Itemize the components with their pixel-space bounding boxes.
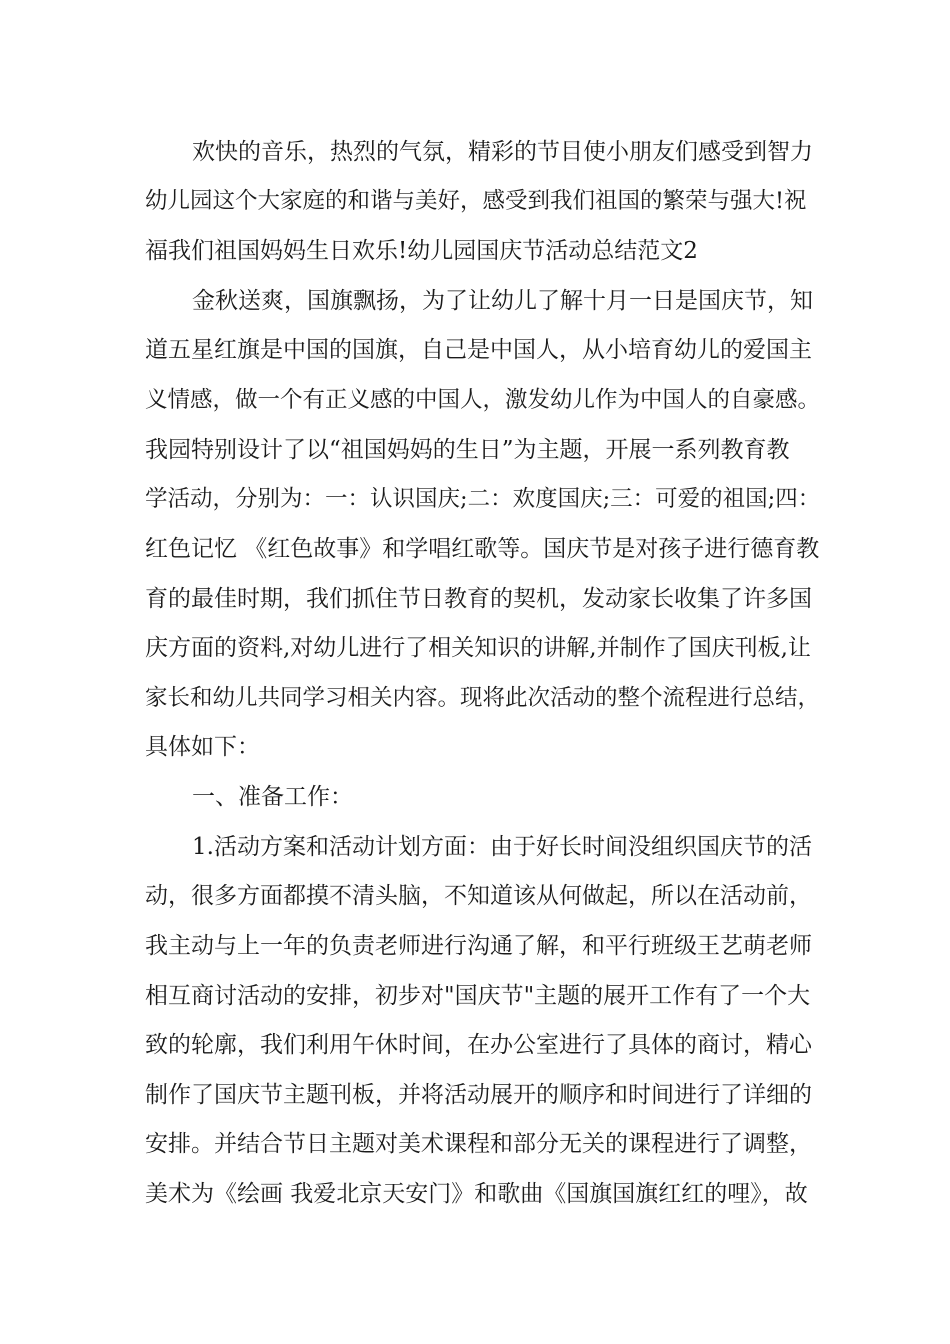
text-line: 金秋送爽，国旗飘扬，为了让幼儿了解十月一日是国庆节，知 (192, 288, 813, 314)
text-line: 安排。并结合节日主题对美术课程和部分无关的课程进行了调整， (145, 1131, 812, 1157)
text-line: 我主动与上一年的负责老师进行沟通了解，和平行班级王艺萌老师 (145, 933, 812, 959)
text-line: 幼儿园这个大家庭的和谐与美好，感受到我们祖国的繁荣与强大!祝 (145, 188, 807, 214)
text-line: 义情感，做一个有正义感的中国人，激发幼儿作为中国人的自豪感。 (145, 387, 821, 413)
text-line: 我园特别设计了以“祖国妈妈的生日”为主题，开展一系列教育教 (145, 437, 790, 463)
text-line: 庆方面的资料,对幼儿进行了相关知识的讲解,并制作了国庆刊板,让 (145, 635, 811, 661)
text-line: 相互商讨活动的安排，初步对"国庆节"主题的展开工作有了一个大 (145, 983, 811, 1009)
text-line: 动，很多方面都摸不清头脑，不知道该从何做起，所以在活动前， (145, 883, 812, 909)
text-line: 育的最佳时期，我们抓住节日教育的契机，发动家长收集了许多国 (145, 586, 812, 612)
text-line: 道五星红旗是中国的国旗，自己是中国人，从小培育幼儿的爱国主 (145, 337, 812, 363)
text-line: 制作了国庆节主题刊板，并将活动展开的顺序和时间进行了详细的 (145, 1082, 812, 1108)
text-line: 欢快的音乐，热烈的气氛，精彩的节目使小朋友们感受到智力 (192, 139, 813, 165)
text-line: 福我们祖国妈妈生日欢乐!幼儿园国庆节活动总结范文2 (145, 238, 698, 264)
text-line: 致的轮廓，我们利用午休时间，在办公室进行了具体的商讨，精心 (145, 1032, 812, 1058)
text-line: 具体如下： (145, 734, 260, 760)
section-heading: 一、准备工作： (192, 784, 353, 810)
text-line: 红色记忆 《红色故事》和学唱红歌等。国庆节是对孩子进行德育教 (145, 536, 820, 562)
text-line: 1.活动方案和活动计划方面：由于好长时间没组织国庆节的活 (192, 834, 812, 860)
text-line: 美术为《绘画 我爱北京天安门》和歌曲《国旗国旗红红的哩》，故 (145, 1181, 808, 1207)
text-line: 家长和幼儿共同学习相关内容。现将此次活动的整个流程进行总结， (145, 685, 821, 711)
text-line: 学活动，分别为：一：认识国庆;二：欢度国庆;三：可爱的祖国;四： (145, 486, 821, 512)
